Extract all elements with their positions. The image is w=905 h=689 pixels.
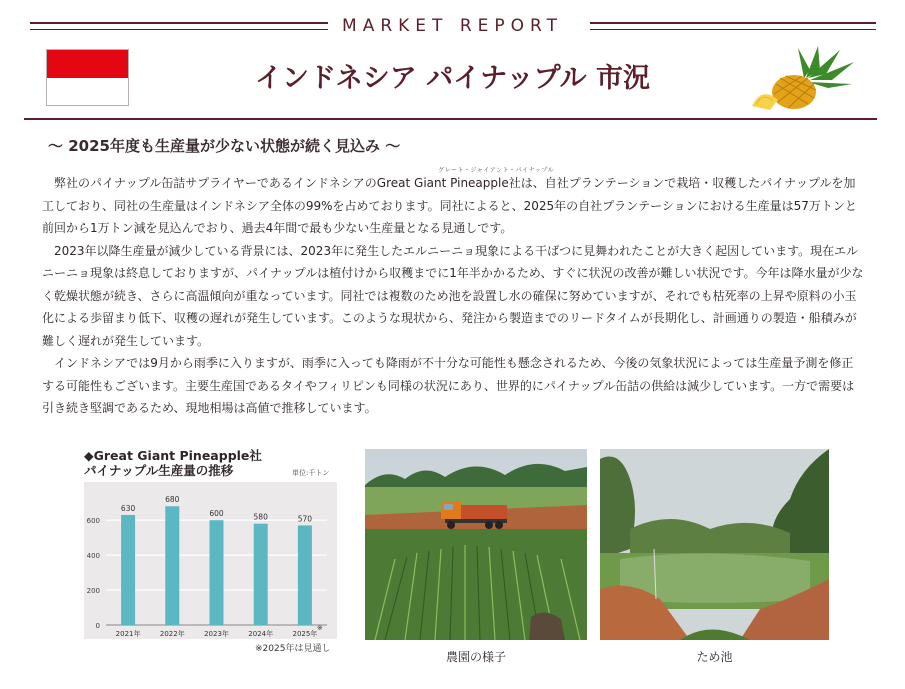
chart-footnote: ※2025年は見通し [255,644,331,654]
chart-title [84,448,262,478]
page-title: インドネシア パイナップル 市況 [255,63,650,94]
chart-area [84,482,337,639]
forecast-mark: ※ [316,624,323,632]
x-tick-label: 2025年 [292,630,318,638]
pineapple-icon [748,40,860,112]
indonesia-flag-icon [46,49,129,106]
article-body [42,172,864,420]
pond-photo [600,449,829,640]
chart-title-line2: パイナップル生産量の推移 [84,463,234,478]
bar-value-label: 630 [120,503,136,513]
article-paragraph: 2023年以降生産量が減少している背景には、2023年に発生したエルニーニョ現象による干ばつに見舞われたことが大きく起因しています。現在エルニーニョ現象は終息しておりますが、パイナップルは植付けから収穫までに1年半かかるため、すぐに状況の改善が難しい状況です。今年は降水量が少なく乾燥状態が続き、さらに高温傾向が重なっています。同社では複数のため池を設置し水の確保に努めていますが、それでも枯死率の上昇や原料の小玉化による歩留まり低下、収穫の遅れが発生しています。このような現状から、発注から製造までのリードタイムが長期化し、計画通りの製造・船積みが難しく遅れが発生しています。 [42,243,864,348]
farm-photo-caption: 農園の様子 [445,650,506,664]
article-paragraph: 弊社のパイナップル缶詰サプライヤーであるインドネシアのGreat Giant Pineapple社は、自社プランテーションで栽培・収穫したパイナップルを加工しており、同社の生産量はインドネシア全体の99%を占めております。同社によると、2025年の自社プランテーションにおける生産量は57万トンと前回から1万トン減を見込んでおり、過去4年間で最も少ない生産量となる見通しです。 [42,176,857,235]
x-tick-label: 2023年 [204,630,229,638]
header-divider [24,118,877,120]
y-tick-label: 0 [95,622,100,630]
x-tick-label: 2024年 [248,630,274,638]
x-tick-label: 2022年 [159,630,185,638]
pond-photo-caption: ため池 [696,650,733,664]
chart-bar [254,524,268,625]
chart-bar [210,520,224,625]
article-subtitle: ～ 2025年度も生産量が少ない状態が続く見込み ～ [48,137,401,155]
chart-bar [298,525,312,625]
y-tick-label: 600 [86,517,100,526]
y-tick-label: 200 [86,587,100,596]
article-paragraph: インドネシアでは9月から雨季に入りますが、雨季に入っても降雨が不十分な可能性も懸念されるため、今後の気象状況によっては生産量予測を修正する可能性もございます。主要生産国であるタイやフィリピンも同様の状況にあり、世界的にパイナップル缶詰の供給は減少しています。一方で需要は引き続き堅調であるため、現地相場は高値で推移しています。 [42,356,855,415]
bar-value-label: 580 [253,512,268,522]
chart-unit-label: 単位:千トン [292,469,330,477]
chart-bar [121,515,135,625]
chart-title-line1: ◆Great Giant Pineapple社 [84,448,262,463]
chart-bar [165,506,179,625]
report-label: MARKET REPORT [342,16,563,36]
farm-photo [365,449,587,640]
bar-value-label: 680 [165,495,180,505]
y-tick-label: 400 [86,552,100,561]
bar-value-label: 570 [297,514,313,524]
bar-value-label: 600 [209,509,224,519]
production-bar-chart [84,482,337,639]
x-tick-label: 2021年 [115,630,141,638]
company-ruby-text: グレート・ジャイアント・パイナップル [438,167,555,174]
